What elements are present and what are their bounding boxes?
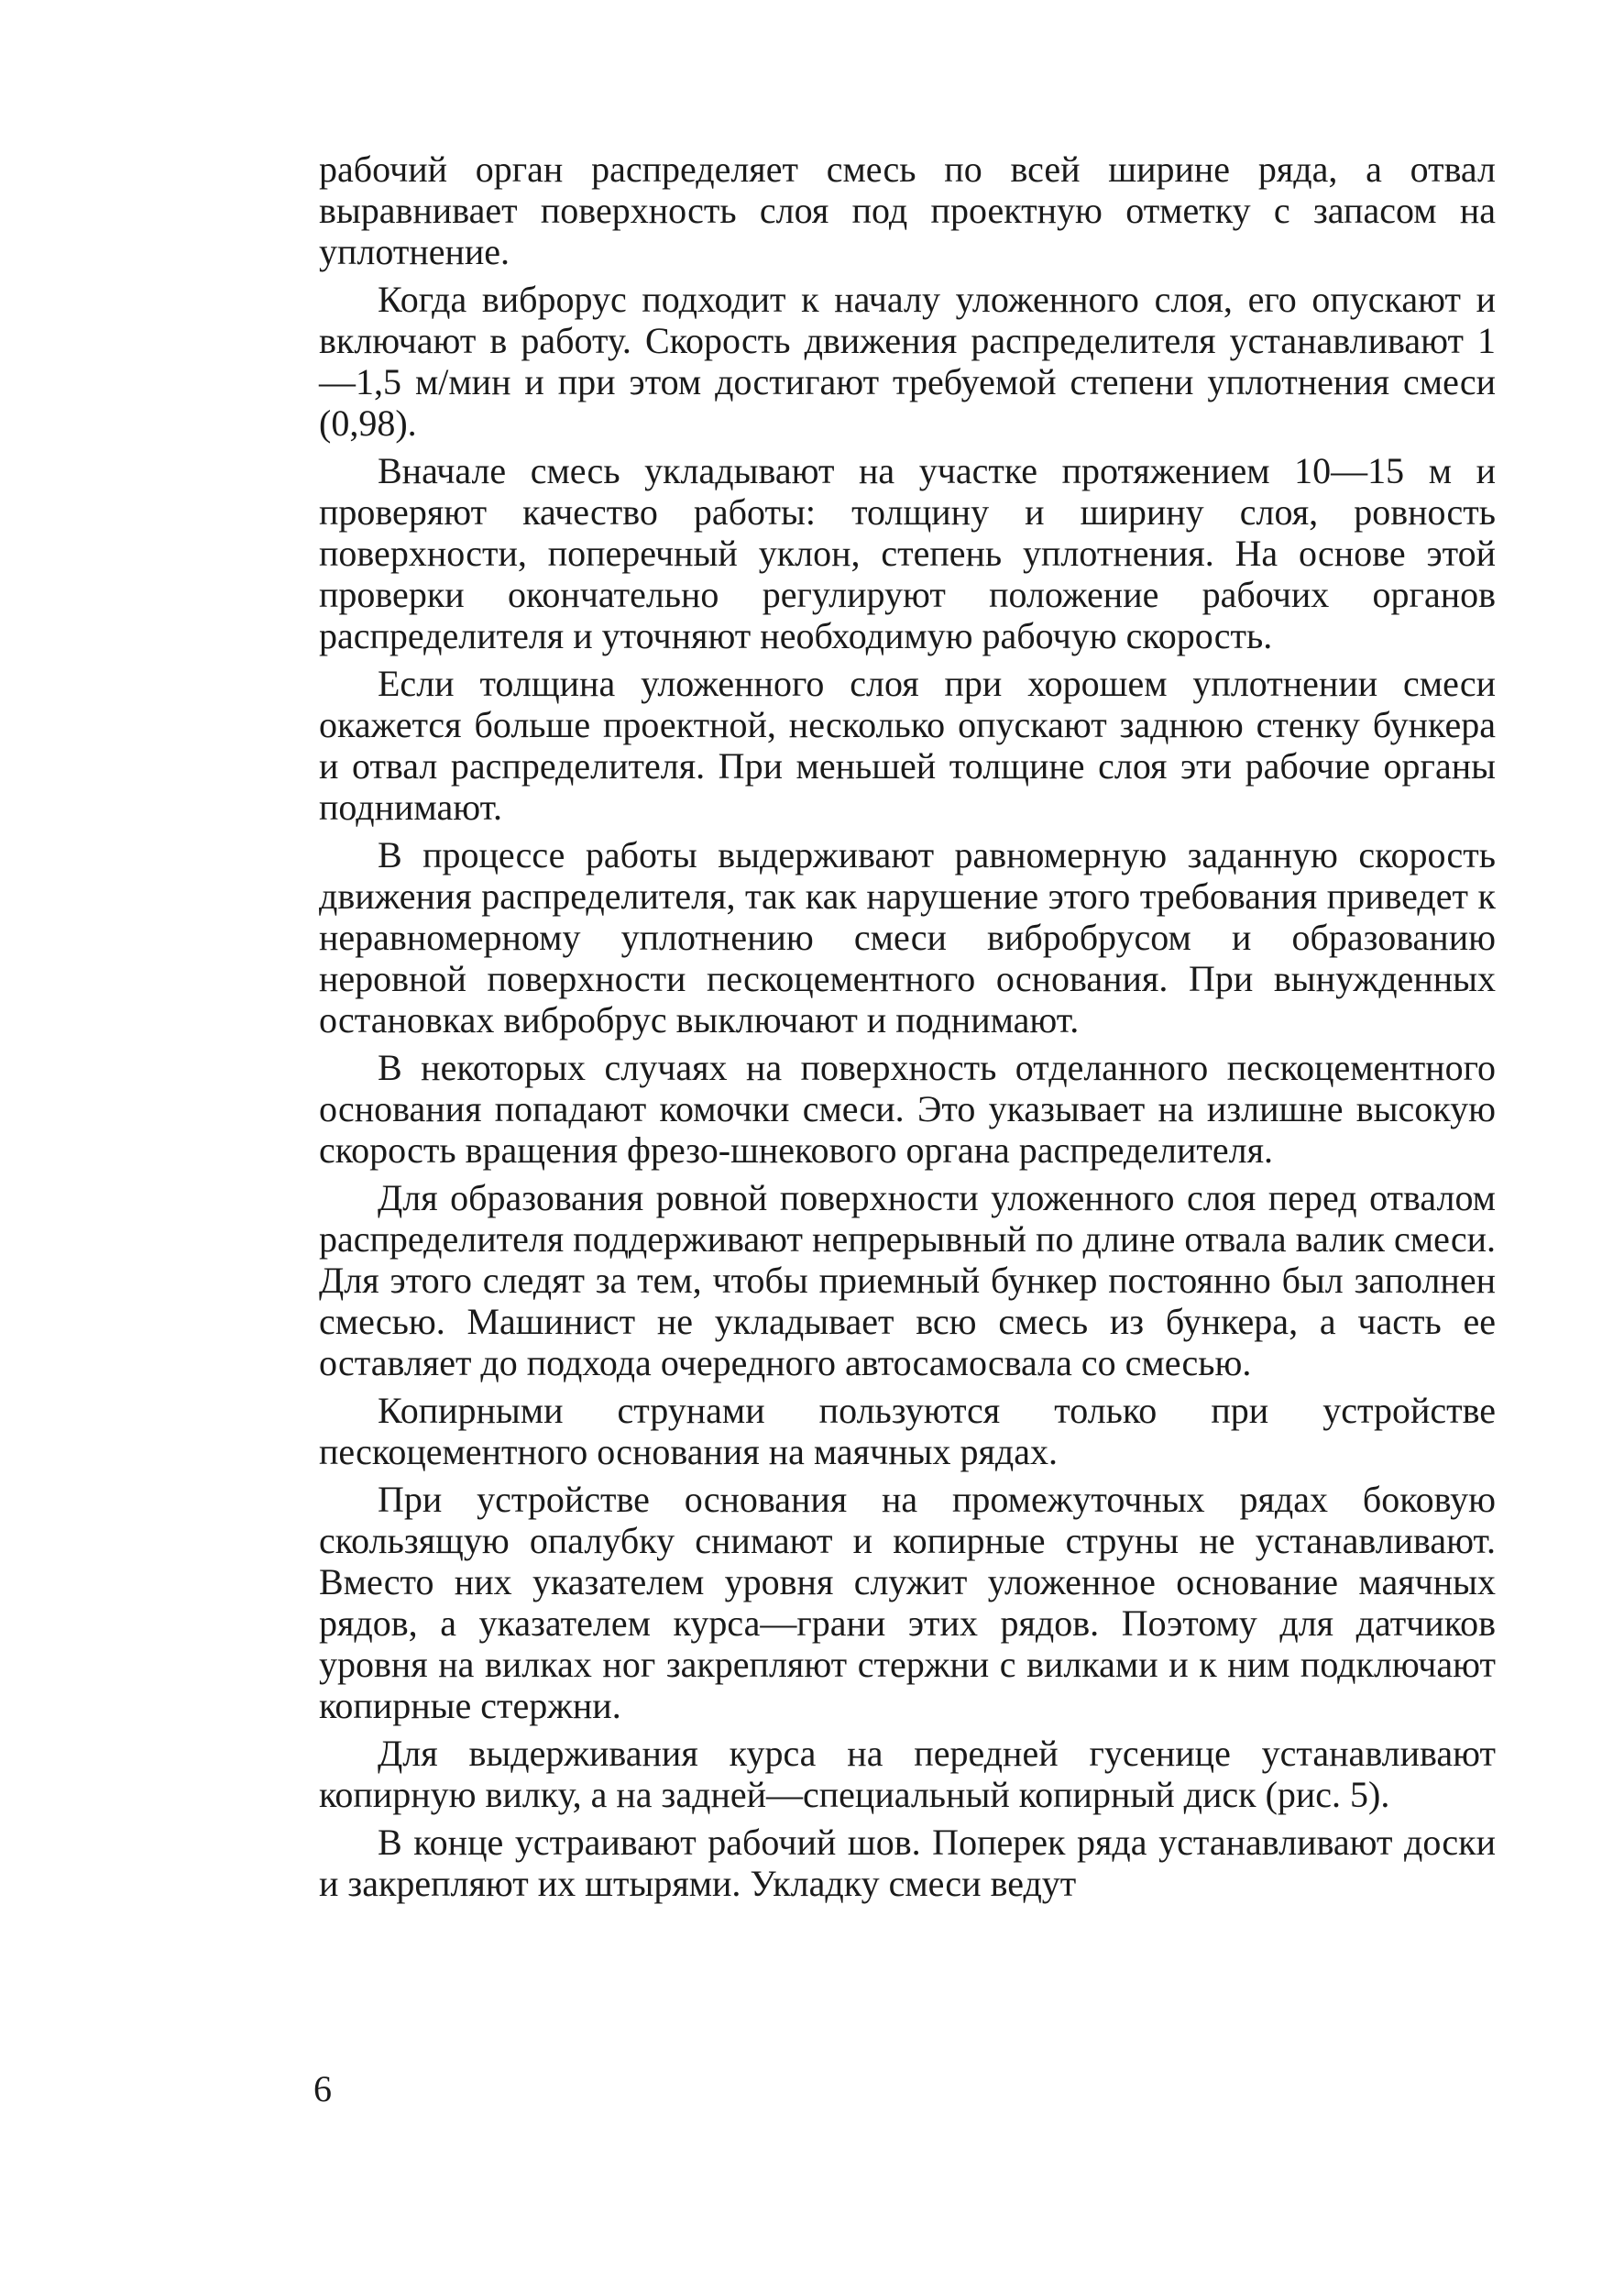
paragraph-10: Для выдерживания курса на передней гусенице устанавливают копирную вилку, а на задней—специальный копирный диск (рис. 5). [319, 1733, 1496, 1815]
paragraph-11: В конце устраивают рабочий шов. Поперек ряда устанавливают доски и закрепляют их штырями. Укладку смеси ведут [319, 1822, 1496, 1904]
paragraph-8: Копирными струнами пользуются только при устройстве пескоцементного основания на маячных рядах. [319, 1390, 1496, 1472]
paragraph-7: Для образования ровной поверхности уложенного слоя перед отвалом распределителя поддерживают непрерывный по длине отвала валик смеси. Для этого следят за тем, чтобы приемный бункер постоянно был заполнен смесью. Машинист не укладывает всю смесь из бункера, а часть ее оставляет до подхода очередного автосамосвала со смесью. [319, 1177, 1496, 1383]
paragraph-2: Когда виброрус подходит к началу уложенного слоя, его опускают и включают в работу. Скорость движения распределителя устанавливают 1—1,5 м/мин и при этом достигают требуемой степени уплотнения смеси (0,98). [319, 279, 1496, 444]
page-number: 6 [313, 2068, 332, 2109]
paragraph-6: В некоторых случаях на поверхность отделанного пескоцементного основания попадают комочки смеси. Это указывает на излишне высокую скорость вращения фрезо-шнекового органа распределителя. [319, 1047, 1496, 1171]
paragraph-1: рабочий орган распределяет смесь по всей ширине ряда, а отвал выравнивает поверхность слоя под проектную отметку с запасом на уплотнение. [319, 149, 1496, 272]
paragraph-9: При устройстве основания на промежуточных рядах боковую скользящую опалубку снимают и копирные струны не устанавливают. Вместо них указателем уровня служит уложенное основание маячных рядов, а указателем курса—грани этих рядов. Поэтому для датчиков уровня на вилках ног закрепляют стержни с вилками и к ним подключают копирные стержни. [319, 1479, 1496, 1726]
body-text [319, 149, 1496, 1910]
paragraph-5: В процессе работы выдерживают равномерную заданную скорость движения распределителя, так как нарушение этого требования приведет к неравномерному уплотнению смеси вибробрусом и образованию неровной поверхности пескоцементного основания. При вынужденных остановках вибробрус выключают и поднимают. [319, 834, 1496, 1040]
paragraph-4: Если толщина уложенного слоя при хорошем уплотнении смеси окажется больше проектной, несколько опускают заднюю стенку бункера и отвал распределителя. При меньшей толщине слоя эти рабочие органы поднимают. [319, 663, 1496, 828]
paragraph-3: Вначале смесь укладывают на участке протяжением 10—15 м и проверяют качество работы: толщину и ширину слоя, ровность поверхности, поперечный уклон, степень уплотнения. На основе этой проверки окончательно регулируют положение рабочих органов распределителя и уточняют необходимую рабочую скорость. [319, 450, 1496, 656]
